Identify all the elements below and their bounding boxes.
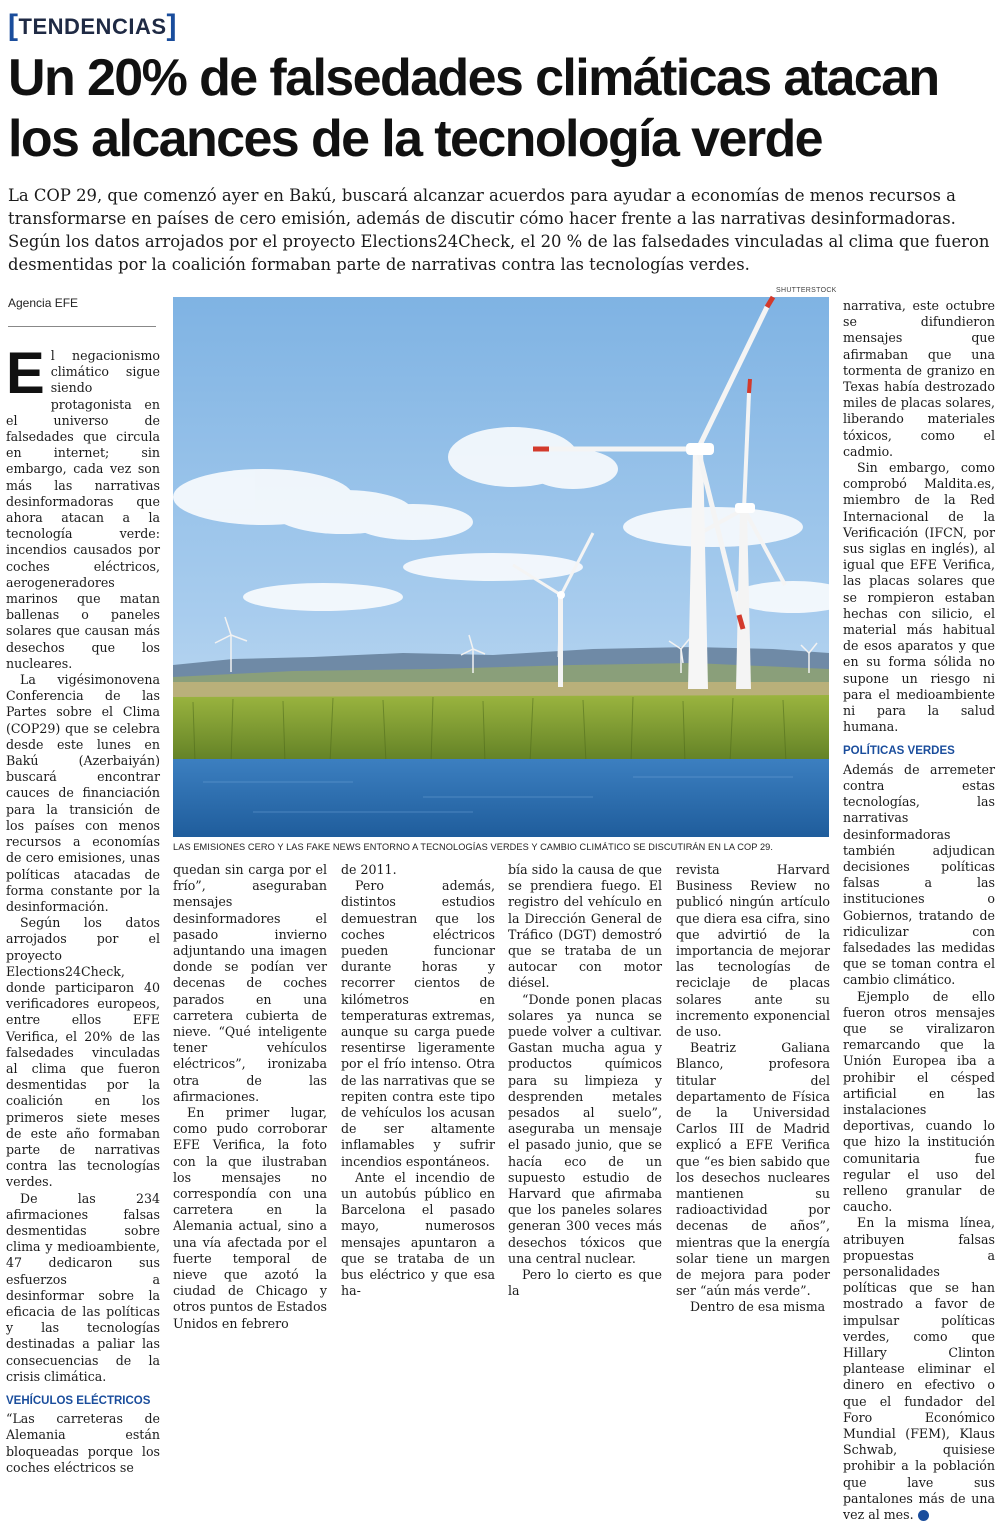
byline-divider	[8, 326, 156, 327]
article-column-2	[173, 862, 327, 1331]
headline: Un 20% de falsedades climáticas atacan los alcances de la tecnología verde	[8, 49, 939, 168]
photo-credit: SHUTTERSTOCK	[776, 287, 837, 294]
article-paragraph: revista Harvard Business Review no publicó ningún artículo que diera esa cifra, sino que advirtió de la importancia de mejorar las tecnologías de reciclaje de placas solares ante su incremento exponencial de uso.	[676, 862, 830, 1040]
end-star-icon: ✪	[918, 1510, 929, 1521]
article-paragraph: En primer lugar, como pudo corroborar EFE Verifica, la foto con la que ilustraban los mensajes no correspondía con una carretera en la Alemania actual, sino a una vía afectada por el fuerte temporal de nieve que azotó la ciudad de Chicago y otros puntos de Estados Unidos en febrero	[173, 1105, 327, 1331]
article-column-6	[843, 298, 995, 1523]
article-paragraph: narrativa, este octubre se difundieron mensajes que afirmaban que una tormenta de granizo en Texas había destrozado miles de placas solares, liberando materiales tóxicos, como el cadmio.	[843, 298, 995, 459]
article-paragraph: Ejemplo de ello fueron otros mensajes que se viralizaron remarcando que la Unión Europea iba a prohibir el césped artificial en las instalaciones deportivas, cuando lo que hizo la institución comunitaria fue regular el uso del relleno granular de caucho.	[843, 988, 995, 1215]
article-paragraph: Pero además, distintos estudios demuestran que los coches eléctricos pueden funcionar durante horas y recorrer cientos de kilómetros en temperaturas extremas, aunque su carga puede resentirse ligeramente por el frío intenso. Otra de las narrativas que se repiten contra este tipo de vehículos los acusan de ser altamente inflamables y sufrir incendios espontáneos.	[341, 878, 495, 1169]
subheading-politicas: POLÍTICAS VERDES	[843, 745, 955, 758]
section-label: TENDENCIAS	[18, 14, 167, 39]
article-paragraph: de 2011.	[341, 862, 397, 877]
article-paragraph: “Donde ponen placas solares ya nunca se puede volver a cultivar. Gastan mucha agua y productos químicos para su limpieza y desprenden metales pesados al suelo”, aseguraba un mensaje el pasado junio, que se hacía eco de un supuesto estudio de Harvard que afirmaba que los paneles solares generan 300 veces más desechos tóxicos que una central nuclear.	[508, 991, 662, 1266]
section-tag: [TENDENCIAS]	[8, 9, 178, 42]
drop-cap: E	[6, 341, 45, 406]
article-paragraph: Beatriz Galiana Blanco, profesora titular del departamento de Física de la Universidad Carlos III de Madrid explicó a EFE Verifica que “es bien sabido que los desechos nucleares mantienen su radioactividad por decenas de años”, mientras que la energía solar tiene un margen de mejora para poder ser “aún más verde”.	[676, 1040, 830, 1299]
article-paragraph: Ante el incendio de un autobús público en Barcelona el pasado mayo, numerosos mensajes apuntaron a que se trataba de un bus eléctrico y que esa ha-	[341, 1169, 495, 1299]
article-paragraph: En la misma línea, atribuyen falsas propuestas a personalidades políticas que se han mostrado a favor de impulsar políticas verdes, como que Hillary Clinton plantease eliminar el dinero en efectivo o que el fundador del Foro Económico Mundial (FEM), Klaus Schwab, quisiese prohibir a la población que lave sus pantalones más de una vez al mes. ✪	[843, 1215, 995, 1523]
lede: La COP 29, que comenzó ayer en Bakú, buscará alcanzar acuerdos para ayudar a economías de menos recursos a transformarse en países de cero emisión, además de discutir cómo hacer frente a las narrativas desinformadoras. Según los datos arrojados por el proyecto Elections24Check, el 20 % de las falsedades vinculadas al clima que fueron desmentidas por la coalición formaban parte de narrativas contra las tecnologías verdes.	[8, 186, 990, 274]
byline: Agencia EFE	[8, 296, 79, 310]
article-paragraph: bía sido la causa de que se prendiera fuego. El registro del vehículo en la Dirección General de Tráfico (DGT) demostró que se trataba de un autocar con motor diésel.	[508, 862, 662, 991]
article-paragraph: Sin embargo, como comprobó Maldita.es, miembro de la Red Internacional de la Verificación (IFCN, por sus siglas en inglés), al igual que EFE Verifica, las placas solares que se rompieron estaban hechas con silicio, el material más habitual de esos aparatos y que en su forma sólida no supone un riesgo ni para el medioambiente ni para la salud humana.	[843, 460, 995, 735]
article-paragraph: Pero lo cierto es que la	[508, 1267, 662, 1299]
article-column-4	[508, 862, 662, 1299]
article-paragraph: El negacionismo climático sigue siendo protagonista en el universo de falsedades que circula en internet; sin embargo, cada vez son más las narrativas desinformadoras que ahora atacan a la tecnología verde: incendios causados por coches eléctricos, aerogeneradores marinos que matan ballenas o paneles solares que causan más desechos que los nucleares.	[6, 341, 160, 671]
article-paragraph: quedan sin carga por el frío”, aseguraban mensajes desinformadores el pasado invierno adjuntando una imagen donde se podían ver decenas de coches parados en una carretera cubierta de nieve. “Qué inteligente tener vehículos eléctricos”, ironizaba otra de las afirmaciones.	[173, 862, 327, 1104]
article-column-3	[341, 862, 495, 1299]
article-paragraph: La vigésimonovena Conferencia de las Partes sobre el Clima (COP29) que se celebra desde este lunes en Bakú (Azerbaiyán) buscará encontrar cauces de financiación para la transición de los países con menos recursos a economías de cero emisiones, unas políticas atacadas de forma constante por la desinformación.	[6, 672, 160, 914]
article-paragraph: Dentro de esa misma	[690, 1299, 826, 1315]
article-paragraph: Además de arremeter contra estas tecnologías, las narrativas desinformadoras también adjudican decisiones políticas falsas a las instituciones o Gobiernos, tratando de ridiculizar con falsedades las medidas que se toman contra el cambio climático.	[843, 761, 995, 988]
article-paragraph: Según los datos arrojados por el proyecto Elections24Check, donde participaron 40 verificadores europeos, entre ellos EFE Verifica, el 20% de las falsedades vinculadas al clima que fueron desmentidas por la coalición en los primeros siete meses de este año formaban parte de narrativas contra las tecnologías verdes.	[6, 915, 160, 1190]
article-column-1	[6, 341, 160, 1475]
article-paragraph: “Las carreteras de Alemania están bloqueadas porque los coches eléctricos se	[6, 1411, 160, 1475]
article-column-5	[676, 862, 830, 1315]
photo-caption: LAS EMISIONES CERO Y LAS FAKE NEWS ENTORNO A TECNOLOGÍAS VERDES Y CAMBIO CLIMÁTICO SE DISCUTIRÁN EN LA COP 29.	[173, 842, 774, 852]
wind-turbines-photo	[173, 297, 829, 837]
subheading-vehiculos: VEHÍCULOS ELÉCTRICOS	[6, 1395, 151, 1407]
article-paragraph: De las 234 afirmaciones falsas desmentidas sobre clima y medioambiente, 47 dedicaron sus esfuerzos a desinformar sobre la eficacia de las políticas y las tecnologías destinadas a paliar las consecuencias de la crisis climática.	[6, 1190, 160, 1384]
